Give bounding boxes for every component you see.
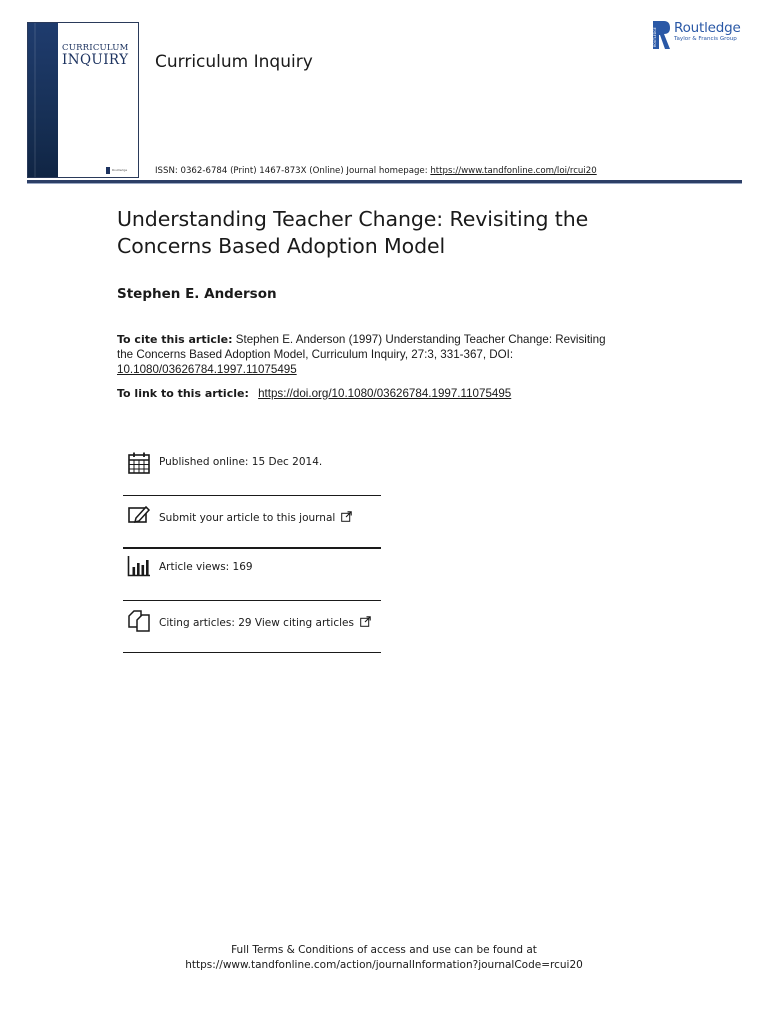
cover-spine [28,23,58,177]
citing-row[interactable] [123,609,381,633]
journal-homepage-link[interactable]: https://www.tandfonline.com/loi/rcui20 [430,166,597,176]
article-title: Understanding Teacher Change: Revisiting the Concerns Based Adoption Model [117,207,589,258]
cite-text: Stephen E. Anderson (1997) Understanding Teacher Change: Revisiting the Concerns Based Adoption Model, Curriculum Inquiry, 27:3, 331-367, DOI: [117,333,606,361]
issn-line [155,166,597,176]
cover-title-line1: CURRICULUM [62,43,129,53]
footer-terms-link[interactable]: https://www.tandfonline.com/action/journalInformation?journalCode=rcui20 [185,959,583,971]
link-label: To link to this article: [117,387,249,400]
divider [123,547,381,549]
routledge-r-icon [653,21,671,49]
divider [123,495,381,496]
divider [123,652,381,653]
cite-doi-link[interactable]: 10.1080/03626784.1997.11075495 [117,363,297,376]
cite-label: To cite this article: [117,333,233,346]
cover-publisher-logo: Routledge [106,166,136,174]
doi-link[interactable]: https://doi.org/10.1080/03626784.1997.11075495 [258,387,512,400]
article-author: Stephen E. Anderson [117,286,277,302]
journal-cover-thumbnail[interactable] [27,22,139,178]
edit-icon [127,504,151,528]
svg-text:ROUTLEDGE: ROUTLEDGE [653,27,657,47]
cover-title-line2: INQUIRY [62,52,129,68]
footer-line1: Full Terms & Conditions of access and use can be found at [231,944,537,956]
published-row [123,451,381,475]
submit-row[interactable] [123,504,381,528]
publisher-subtitle: Taylor & Francis Group [674,35,737,42]
external-link-icon [341,511,352,522]
article-views: Article views: 169 [159,561,253,573]
citing-articles-icon [127,609,151,633]
citing-articles-link[interactable]: Citing articles: 29 View citing articles [159,616,371,629]
published-date: Published online: 15 Dec 2014. [159,456,323,468]
journal-title: Curriculum Inquiry [155,52,313,72]
citation-block [117,332,607,377]
divider [123,600,381,601]
link-line [117,387,511,400]
bar-chart-icon [127,554,151,578]
submit-article-link[interactable]: Submit your article to this journal [159,511,352,524]
footer-terms [0,943,768,973]
external-link-icon [360,616,371,627]
publisher-name: Routledge [674,20,741,36]
calendar-icon [127,451,151,475]
routledge-logo [653,21,741,51]
issn-text: ISSN: 0362-6784 (Print) 1467-873X (Online) Journal homepage: [155,166,431,176]
header-rule-thin [27,183,742,184]
views-row [123,554,381,578]
